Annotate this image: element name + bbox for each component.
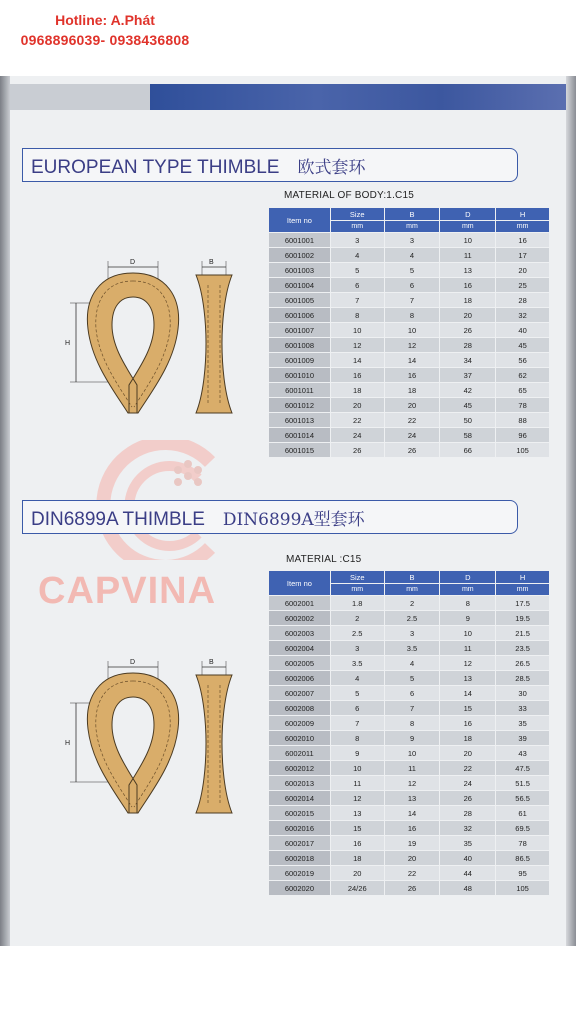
cell-size: 18 xyxy=(330,383,384,398)
cell-h: 39 xyxy=(496,731,550,746)
cell-b: 3 xyxy=(384,626,440,641)
section2-heading xyxy=(22,500,518,534)
cell-item-no: 6002016 xyxy=(269,821,331,836)
cell-item-no: 6002020 xyxy=(269,881,331,896)
cell-d: 9 xyxy=(440,611,496,626)
col-header-b: B xyxy=(384,571,440,584)
cell-size: 8 xyxy=(330,731,384,746)
cell-size: 12 xyxy=(330,338,384,353)
cell-d: 14 xyxy=(440,686,496,701)
cell-d: 22 xyxy=(440,761,496,776)
cell-h: 25 xyxy=(496,278,550,293)
cell-item-no: 6001010 xyxy=(269,368,331,383)
cell-d: 18 xyxy=(440,731,496,746)
cell-size: 10 xyxy=(330,761,384,776)
cell-size: 1.8 xyxy=(330,596,384,611)
cell-d: 50 xyxy=(440,413,496,428)
cell-size: 2 xyxy=(330,611,384,626)
cell-h: 17.5 xyxy=(496,596,550,611)
col-header-size: Size xyxy=(330,208,384,221)
cell-h: 17 xyxy=(496,248,550,263)
cell-d: 10 xyxy=(440,626,496,641)
table-row xyxy=(269,836,550,851)
col-header-item: Item no xyxy=(269,208,331,233)
col-header-size: Size xyxy=(330,571,384,584)
cell-b: 26 xyxy=(384,443,440,458)
cell-item-no: 6002011 xyxy=(269,746,331,761)
unit-b: mm xyxy=(384,221,440,233)
cell-h: 28.5 xyxy=(496,671,550,686)
section2-title: DIN6899A THIMBLE xyxy=(31,509,205,530)
unit-size: mm xyxy=(330,584,384,596)
cell-d: 26 xyxy=(440,323,496,338)
cell-h: 105 xyxy=(496,881,550,896)
cell-h: 19.5 xyxy=(496,611,550,626)
cell-d: 66 xyxy=(440,443,496,458)
cell-h: 88 xyxy=(496,413,550,428)
table-row xyxy=(269,701,550,716)
cell-h: 16 xyxy=(496,233,550,248)
section2-title-cn: DIN6899A型套环 xyxy=(222,510,365,530)
cell-h: 21.5 xyxy=(496,626,550,641)
cell-item-no: 6001008 xyxy=(269,338,331,353)
cell-h: 43 xyxy=(496,746,550,761)
cell-h: 78 xyxy=(496,836,550,851)
unit-d: mm xyxy=(440,584,496,596)
cell-d: 42 xyxy=(440,383,496,398)
cell-b: 4 xyxy=(384,248,440,263)
cell-item-no: 6001012 xyxy=(269,398,331,413)
cell-h: 56 xyxy=(496,353,550,368)
table-row xyxy=(269,641,550,656)
cell-size: 16 xyxy=(330,368,384,383)
col-header-d: D xyxy=(440,571,496,584)
cell-size: 14 xyxy=(330,353,384,368)
col-header-h: H xyxy=(496,208,550,221)
cell-b: 20 xyxy=(384,851,440,866)
cell-item-no: 6002015 xyxy=(269,806,331,821)
cell-item-no: 6001006 xyxy=(269,308,331,323)
cell-h: 23.5 xyxy=(496,641,550,656)
hotline-name: Hotline: A.Phát xyxy=(55,12,155,28)
cell-item-no: 6002012 xyxy=(269,761,331,776)
cell-size: 4 xyxy=(330,671,384,686)
cell-item-no: 6002004 xyxy=(269,641,331,656)
cell-b: 13 xyxy=(384,791,440,806)
cell-size: 24/26 xyxy=(330,881,384,896)
cell-d: 16 xyxy=(440,278,496,293)
table-row xyxy=(269,821,550,836)
cell-d: 10 xyxy=(440,233,496,248)
section1-label-h: H xyxy=(65,340,71,347)
section1-thimble-drawing xyxy=(62,255,262,420)
table-row xyxy=(269,443,550,458)
cell-item-no: 6002008 xyxy=(269,701,331,716)
cell-item-no: 6002005 xyxy=(269,656,331,671)
cell-b: 6 xyxy=(384,686,440,701)
cell-d: 24 xyxy=(440,776,496,791)
cell-item-no: 6002003 xyxy=(269,626,331,641)
table-row xyxy=(269,791,550,806)
cell-h: 86.5 xyxy=(496,851,550,866)
cell-item-no: 6002017 xyxy=(269,836,331,851)
cell-h: 28 xyxy=(496,293,550,308)
table-row xyxy=(269,776,550,791)
cell-d: 26 xyxy=(440,791,496,806)
cell-item-no: 6002009 xyxy=(269,716,331,731)
cell-h: 105 xyxy=(496,443,550,458)
table-row xyxy=(269,368,550,383)
cell-b: 14 xyxy=(384,353,440,368)
table-row xyxy=(269,716,550,731)
cell-b: 16 xyxy=(384,368,440,383)
cell-d: 12 xyxy=(440,656,496,671)
cell-d: 18 xyxy=(440,293,496,308)
cell-d: 35 xyxy=(440,836,496,851)
col-header-d: D xyxy=(440,208,496,221)
page-edge-left xyxy=(0,76,10,946)
table-row xyxy=(269,731,550,746)
cell-h: 32 xyxy=(496,308,550,323)
cell-h: 35 xyxy=(496,716,550,731)
table-row xyxy=(269,611,550,626)
section2-label-d: D xyxy=(130,659,136,666)
cell-item-no: 6001002 xyxy=(269,248,331,263)
cell-h: 30 xyxy=(496,686,550,701)
cell-b: 7 xyxy=(384,701,440,716)
cell-d: 48 xyxy=(440,881,496,896)
cell-item-no: 6002013 xyxy=(269,776,331,791)
cell-b: 26 xyxy=(384,881,440,896)
cell-b: 24 xyxy=(384,428,440,443)
cell-d: 58 xyxy=(440,428,496,443)
cell-h: 95 xyxy=(496,866,550,881)
cell-b: 6 xyxy=(384,278,440,293)
table-row xyxy=(269,293,550,308)
section2-label-h: H xyxy=(65,740,71,747)
table-row xyxy=(269,428,550,443)
cell-size: 16 xyxy=(330,836,384,851)
section1-title-cn: 欧式套环 xyxy=(297,158,366,178)
cell-size: 5 xyxy=(330,263,384,278)
cell-size: 9 xyxy=(330,746,384,761)
cell-d: 40 xyxy=(440,851,496,866)
table-row xyxy=(269,263,550,278)
cell-b: 5 xyxy=(384,263,440,278)
cell-d: 13 xyxy=(440,671,496,686)
section2-material: MATERIAL :C15 xyxy=(286,554,362,565)
cell-b: 12 xyxy=(384,776,440,791)
unit-h: mm xyxy=(496,584,550,596)
cell-size: 4 xyxy=(330,248,384,263)
cell-b: 11 xyxy=(384,761,440,776)
cell-b: 18 xyxy=(384,383,440,398)
section2-spec-table xyxy=(268,570,550,896)
cell-item-no: 6001009 xyxy=(269,353,331,368)
cell-size: 18 xyxy=(330,851,384,866)
unit-b: mm xyxy=(384,584,440,596)
cell-h: 69.5 xyxy=(496,821,550,836)
header-band xyxy=(10,84,566,110)
cell-h: 45 xyxy=(496,338,550,353)
cell-item-no: 6001007 xyxy=(269,323,331,338)
cell-d: 13 xyxy=(440,263,496,278)
table-row xyxy=(269,398,550,413)
section2-label-b: B xyxy=(209,659,214,666)
section2-table-body xyxy=(269,596,550,896)
cell-item-no: 6002018 xyxy=(269,851,331,866)
unit-h: mm xyxy=(496,221,550,233)
table-row xyxy=(269,761,550,776)
table-row xyxy=(269,308,550,323)
cell-size: 7 xyxy=(330,293,384,308)
table-row xyxy=(269,383,550,398)
cell-item-no: 6001004 xyxy=(269,278,331,293)
cell-item-no: 6002019 xyxy=(269,866,331,881)
cell-b: 10 xyxy=(384,746,440,761)
section1-label-b: B xyxy=(209,259,214,266)
cell-item-no: 6002001 xyxy=(269,596,331,611)
section1-spec-table xyxy=(268,207,550,458)
cell-d: 20 xyxy=(440,308,496,323)
cell-h: 51.5 xyxy=(496,776,550,791)
cell-d: 8 xyxy=(440,596,496,611)
cell-b: 3.5 xyxy=(384,641,440,656)
cell-h: 26.5 xyxy=(496,656,550,671)
col-header-b: B xyxy=(384,208,440,221)
table-row xyxy=(269,353,550,368)
cell-size: 13 xyxy=(330,806,384,821)
section1-table-body xyxy=(269,233,550,458)
cell-size: 8 xyxy=(330,308,384,323)
cell-size: 15 xyxy=(330,821,384,836)
cell-b: 22 xyxy=(384,413,440,428)
section1-material: MATERIAL OF BODY:1.C15 xyxy=(284,190,414,201)
cell-b: 2.5 xyxy=(384,611,440,626)
cell-d: 34 xyxy=(440,353,496,368)
cell-size: 3.5 xyxy=(330,656,384,671)
cell-size: 20 xyxy=(330,866,384,881)
table-row xyxy=(269,323,550,338)
cell-size: 2.5 xyxy=(330,626,384,641)
table-row xyxy=(269,671,550,686)
cell-size: 10 xyxy=(330,323,384,338)
cell-item-no: 6002007 xyxy=(269,686,331,701)
cell-item-no: 6002010 xyxy=(269,731,331,746)
table-row xyxy=(269,656,550,671)
table-row xyxy=(269,233,550,248)
section2-thimble-drawing xyxy=(62,655,262,820)
hotline-block xyxy=(0,10,210,50)
cell-item-no: 6002014 xyxy=(269,791,331,806)
cell-size: 11 xyxy=(330,776,384,791)
cell-size: 7 xyxy=(330,716,384,731)
cell-item-no: 6001005 xyxy=(269,293,331,308)
cell-d: 15 xyxy=(440,701,496,716)
cell-item-no: 6001014 xyxy=(269,428,331,443)
col-header-h: H xyxy=(496,571,550,584)
cell-size: 20 xyxy=(330,398,384,413)
cell-b: 3 xyxy=(384,233,440,248)
cell-size: 22 xyxy=(330,413,384,428)
table-row xyxy=(269,413,550,428)
cell-b: 9 xyxy=(384,731,440,746)
cell-d: 44 xyxy=(440,866,496,881)
cell-item-no: 6002002 xyxy=(269,611,331,626)
cell-b: 10 xyxy=(384,323,440,338)
hotline-phones: 0968896039- 0938436808 xyxy=(20,32,190,48)
cell-size: 3 xyxy=(330,233,384,248)
cell-h: 33 xyxy=(496,701,550,716)
cell-size: 6 xyxy=(330,278,384,293)
page-edge-right xyxy=(566,76,576,946)
cell-item-no: 6001003 xyxy=(269,263,331,278)
cell-b: 19 xyxy=(384,836,440,851)
table-row xyxy=(269,626,550,641)
cell-h: 47.5 xyxy=(496,761,550,776)
table-row xyxy=(269,596,550,611)
cell-d: 32 xyxy=(440,821,496,836)
table-row xyxy=(269,851,550,866)
unit-d: mm xyxy=(440,221,496,233)
cell-h: 65 xyxy=(496,383,550,398)
cell-item-no: 6001011 xyxy=(269,383,331,398)
cell-b: 4 xyxy=(384,656,440,671)
cell-b: 7 xyxy=(384,293,440,308)
cell-b: 8 xyxy=(384,308,440,323)
cell-h: 56.5 xyxy=(496,791,550,806)
cell-d: 11 xyxy=(440,248,496,263)
unit-size: mm xyxy=(330,221,384,233)
table-row xyxy=(269,746,550,761)
cell-d: 28 xyxy=(440,806,496,821)
watermark-text: CAPVINA xyxy=(38,570,217,612)
cell-size: 3 xyxy=(330,641,384,656)
cell-h: 78 xyxy=(496,398,550,413)
cell-size: 6 xyxy=(330,701,384,716)
cell-d: 11 xyxy=(440,641,496,656)
cell-h: 20 xyxy=(496,263,550,278)
section1-heading xyxy=(22,148,518,182)
table-row xyxy=(269,338,550,353)
cell-b: 20 xyxy=(384,398,440,413)
cell-b: 2 xyxy=(384,596,440,611)
section1-title: EUROPEAN TYPE THIMBLE xyxy=(31,157,280,178)
col-header-item: Item no xyxy=(269,571,331,596)
cell-size: 5 xyxy=(330,686,384,701)
cell-b: 22 xyxy=(384,866,440,881)
cell-size: 12 xyxy=(330,791,384,806)
table-row xyxy=(269,248,550,263)
cell-b: 5 xyxy=(384,671,440,686)
cell-d: 20 xyxy=(440,746,496,761)
cell-b: 16 xyxy=(384,821,440,836)
cell-item-no: 6001013 xyxy=(269,413,331,428)
cell-h: 96 xyxy=(496,428,550,443)
cell-h: 62 xyxy=(496,368,550,383)
cell-b: 14 xyxy=(384,806,440,821)
section1-label-d: D xyxy=(130,259,136,266)
cell-b: 12 xyxy=(384,338,440,353)
cell-item-no: 6001015 xyxy=(269,443,331,458)
cell-h: 61 xyxy=(496,806,550,821)
table-row xyxy=(269,806,550,821)
cell-size: 26 xyxy=(330,443,384,458)
cell-d: 37 xyxy=(440,368,496,383)
cell-size: 24 xyxy=(330,428,384,443)
cell-item-no: 6002006 xyxy=(269,671,331,686)
cell-d: 28 xyxy=(440,338,496,353)
cell-d: 16 xyxy=(440,716,496,731)
table-row xyxy=(269,686,550,701)
table-row xyxy=(269,881,550,896)
cell-item-no: 6001001 xyxy=(269,233,331,248)
table-row xyxy=(269,866,550,881)
cell-b: 8 xyxy=(384,716,440,731)
cell-d: 45 xyxy=(440,398,496,413)
cell-h: 40 xyxy=(496,323,550,338)
table-row xyxy=(269,278,550,293)
